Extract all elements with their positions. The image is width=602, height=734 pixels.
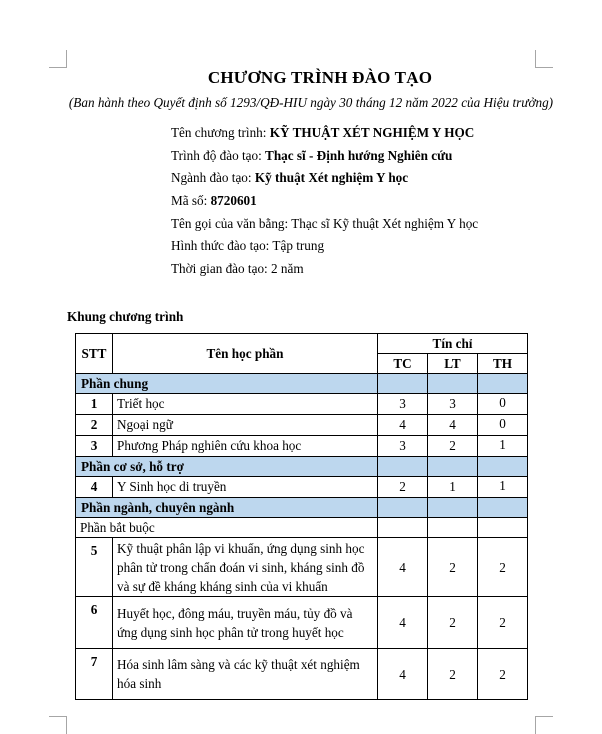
- info-value: Kỹ thuật Xét nghiệm Y học: [254, 170, 409, 186]
- table-row: [76, 394, 528, 415]
- code-line: [171, 192, 478, 215]
- section-label: Phần ngành, chuyên ngành: [76, 498, 378, 518]
- subsection-label: Phần bắt buộc: [76, 518, 378, 538]
- row-th: 0: [478, 394, 528, 415]
- subsection-row-required: [76, 518, 528, 538]
- info-label: Tên gọi của văn bằng:: [171, 215, 292, 231]
- row-stt: 3: [76, 436, 113, 457]
- info-label: Mã số:: [171, 193, 211, 209]
- row-stt: 1: [76, 394, 113, 415]
- row-tc: 3: [378, 436, 428, 457]
- duration-line: [171, 260, 478, 283]
- header-tc: TC: [378, 354, 428, 374]
- row-stt: 6: [76, 597, 113, 649]
- row-th: 2: [478, 649, 528, 700]
- training-level-line: [171, 147, 478, 170]
- table-row: [76, 597, 528, 649]
- crop-mark-top-left: [49, 50, 67, 68]
- curriculum-table: [75, 333, 528, 700]
- info-value: 8720601: [210, 193, 257, 209]
- table-row: [76, 538, 528, 597]
- row-stt: 7: [76, 649, 113, 700]
- row-th: 0: [478, 415, 528, 436]
- row-tc: 3: [378, 394, 428, 415]
- document-subtitle: (Ban hành theo Quyết định số 1293/QĐ-HIU ngày 30 tháng 12 năm 2022 của Hiệu trưởng): [68, 95, 554, 110]
- info-value: Thạc sĩ - Định hướng Nghiên cứu: [265, 147, 453, 163]
- major-line: [171, 169, 478, 192]
- row-stt: 2: [76, 415, 113, 436]
- info-value: KỸ THUẬT XÉT NGHIỆM Y HỌC: [269, 125, 475, 140]
- header-th: TH: [478, 354, 528, 374]
- row-course-name: Hóa sinh lâm sàng và các kỹ thuật xét nghiệm hóa sinh: [113, 649, 378, 700]
- row-tc: 4: [378, 415, 428, 436]
- program-name-line: [171, 124, 478, 147]
- info-label: Trình độ đào tạo:: [171, 147, 266, 163]
- info-label: Hình thức đào tạo:: [171, 238, 273, 254]
- info-value: Thạc sĩ Kỹ thuật Xét nghiệm Y học: [291, 215, 479, 231]
- row-stt: 5: [76, 538, 113, 597]
- section-row-major: [76, 498, 528, 518]
- row-lt: 3: [428, 394, 478, 415]
- row-th: 1: [478, 436, 528, 457]
- section-row-general: [76, 374, 528, 394]
- row-lt: 2: [428, 649, 478, 700]
- row-tc: 4: [378, 649, 428, 700]
- crop-mark-bottom-left: [49, 716, 67, 734]
- crop-mark-bottom-right: [535, 716, 553, 734]
- row-course-name: Kỹ thuật phân lập vi khuẩn, ứng dụng sinh học phân tử trong chẩn đoán vi sinh, kháng sinh đồ và sự đề kháng kháng sinh của vi khuẩn: [113, 538, 378, 597]
- row-lt: 2: [428, 597, 478, 649]
- section-label: Phần cơ sở, hỗ trợ: [76, 457, 378, 477]
- row-course-name: Y Sinh học di truyền: [113, 477, 378, 498]
- crop-mark-top-right: [535, 50, 553, 68]
- table-row: [76, 477, 528, 498]
- training-mode-line: [171, 237, 478, 260]
- row-course-name: Huyết học, đông máu, truyền máu, tủy đồ và ứng dụng sinh học phân tử trong huyết học: [113, 597, 378, 649]
- row-th: 1: [478, 477, 528, 498]
- info-label: Thời gian đào tạo:: [171, 261, 271, 277]
- section-label: Phần chung: [76, 374, 378, 394]
- row-tc: 4: [378, 538, 428, 597]
- row-tc: 2: [378, 477, 428, 498]
- document-title: CHƯƠNG TRÌNH ĐÀO TẠO: [207, 68, 433, 87]
- row-lt: 2: [428, 538, 478, 597]
- table-header-row: [76, 334, 528, 354]
- info-label: Ngành đào tạo:: [171, 170, 255, 186]
- degree-name-line: [171, 215, 478, 238]
- header-stt: STT: [76, 334, 113, 374]
- header-credits: Tín chỉ: [378, 334, 528, 354]
- row-lt: 1: [428, 477, 478, 498]
- program-info: [171, 124, 478, 283]
- row-course-name: Triết học: [113, 394, 378, 415]
- row-stt: 4: [76, 477, 113, 498]
- info-label: Tên chương trình:: [171, 125, 270, 140]
- info-value: Tập trung: [272, 238, 325, 254]
- row-th: 2: [478, 538, 528, 597]
- table-row: [76, 436, 528, 457]
- table-row: [76, 415, 528, 436]
- row-lt: 2: [428, 436, 478, 457]
- curriculum-heading: Khung chương trình: [67, 309, 184, 324]
- row-course-name: Ngoại ngữ: [113, 415, 378, 436]
- row-th: 2: [478, 597, 528, 649]
- row-lt: 4: [428, 415, 478, 436]
- section-row-foundation: [76, 457, 528, 477]
- info-value: 2 năm: [271, 261, 304, 277]
- row-course-name: Phương Pháp nghiên cứu khoa học: [113, 436, 378, 457]
- header-course-name: Tên học phần: [113, 334, 378, 374]
- header-lt: LT: [428, 354, 478, 374]
- table-row: [76, 649, 528, 700]
- row-tc: 4: [378, 597, 428, 649]
